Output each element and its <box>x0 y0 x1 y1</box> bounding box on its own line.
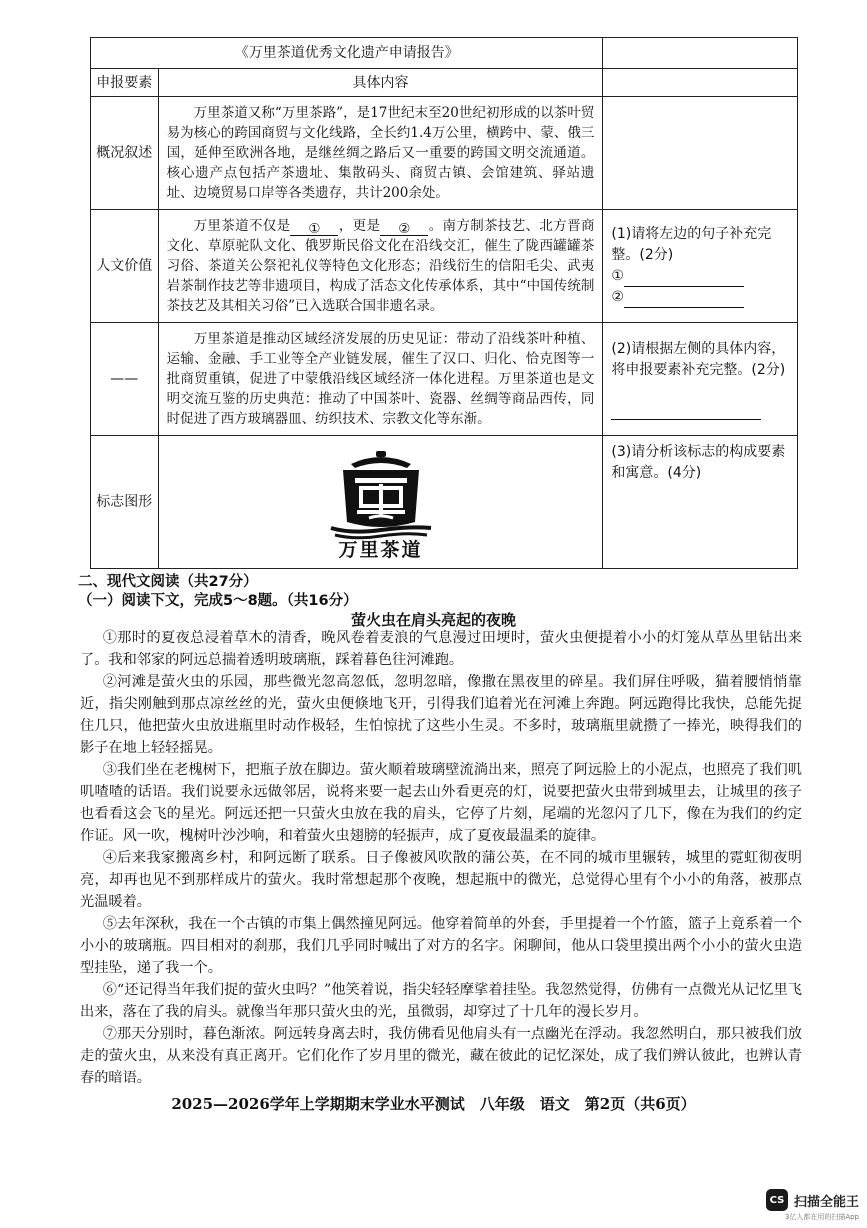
logo-cell <box>158 436 603 569</box>
answer-line-1[interactable]: ① <box>611 266 789 287</box>
blank-2: ② <box>380 219 428 236</box>
cultural-value-content <box>158 210 603 323</box>
logo-caption: 万里茶道 <box>338 539 423 561</box>
sub-heading: （一）阅读下文，完成5～8题。（共16分） <box>78 593 358 609</box>
question-2-text: (2)请根据左侧的具体内容，将申报要素补充完整。(2分) <box>611 340 786 378</box>
camscanner-logo-icon: CS <box>766 1189 788 1211</box>
tea-road-logo-icon <box>321 448 441 540</box>
row-label: 人文价值 <box>91 210 159 323</box>
paragraph: ①那时的夏夜总浸着草木的清香，晚风卷着麦浪的气息漫过田埂时，萤火虫便提着小小的灯笼从草丛里钻出来了。我和邻家的阿远总揣着透明玻璃瓶，踩着暮色往河滩跑。 <box>80 630 802 668</box>
header-content: 具体内容 <box>158 69 603 97</box>
text-fragment: ，更是 <box>338 218 381 234</box>
empty-cell <box>603 38 798 69</box>
blank-1: ① <box>290 219 338 236</box>
report-title: 《万里茶道优秀文化遗产申请报告》 <box>91 38 603 69</box>
paragraph: ④后来我家搬离乡村，和阿远断了联系。日子像被风吹散的蒲公英，在不同的城市里辗转，城里的霓虹彻夜明亮，却再也见不到那样成片的萤火。我时常想起那个夜晚，想起瓶中的微光，总觉得心里有个小小的角落，被那点光温暖着。 <box>80 850 802 910</box>
paragraph: ⑤去年深秋，我在一个古镇的市集上偶然撞见阿远。他穿着简单的外套，手里提着一个竹篮，篮子上竟系着一个小小的玻璃瓶。四目相对的刹那，我们几乎同时喊出了对方的名字。闲聊间，他从口袋里摸出两个小小的萤火虫造型挂坠，递了我一个。 <box>80 916 802 976</box>
overview-text: 万里茶道又称“万里茶路”，是17世纪末至20世纪初形成的以茶叶贸易为核心的跨国商贸与文化线路，全长约1.4万公里，横跨中、蒙、俄三国，延伸至欧洲各地，是继丝绸之路后又一重要的跨国文明交流通道。核心遗产点包括产茶遗址、集散码头、商贸古镇、会馆建筑、驿站遗址、边境贸易口岸等各类遗存，共计200余处。 <box>166 105 595 201</box>
paragraph: ②河滩是萤火虫的乐园，那些微光忽高忽低，忽明忽暗，像撒在黑夜里的碎星。我们屏住呼吸，猫着腰悄悄靠近，指尖刚触到那点凉丝丝的光，萤火虫便倏地飞开，引得我们追着光在河滩上奔跑。阿远跑得比我快，总能先捉住几只，他把萤火虫放进瓶里时动作极轻，生怕惊扰了这些小生灵。不多时，玻璃瓶里就攒了一捧光，映得我们的影子在地上轻轻摇晃。 <box>80 674 802 756</box>
row-label: 标志图形 <box>91 436 159 569</box>
paragraph: ③我们坐在老槐树下，把瓶子放在脚边。萤火顺着玻璃壁流淌出来，照亮了阿远脸上的小泥点，也照亮了我们叽叽喳喳的话语。我们说要永远做邻居，说将来要一起去山外看更亮的灯，说要把萤火虫带到城里去，让城里的孩子也看看这会飞的星光。阿远还把一只萤火虫放在我的肩头，它停了片刻，尾端的光忽闪了几下，像在为我们的约定作证。风一吹，槐树叶沙沙响，和着萤火虫翅膀的轻振声，成了夏夜最温柔的旋律。 <box>80 762 802 844</box>
question-1 <box>603 210 798 323</box>
page-footer: 2025—2026学年上学期期末学业水平测试 八年级 语文 第2页（共6页） <box>171 1095 696 1113</box>
economic-content <box>158 323 603 436</box>
economic-text: 万里茶道是推动区域经济发展的历史见证：带动了沿线茶叶种植、运输、金融、手工业等全产业链发展，催生了汉口、归化、恰克图等一批商贸重镇，促进了中蒙俄沿线区域经济一体化进程。万里茶道也是文明交流互鉴的历史典范：推动了中国茶叶、瓷器、丝绸等商品西传，同时促进了西方玻璃器皿、纺织技术、宗教文化等东渐。 <box>166 331 595 427</box>
article-body <box>80 627 802 1089</box>
question-3-text: (3)请分析该标志的构成要素和寓意。(4分) <box>611 444 786 481</box>
question-3 <box>603 436 798 569</box>
answer-line[interactable] <box>611 399 789 420</box>
row-label-blank: —— <box>91 323 159 436</box>
paragraph: ⑦那天分别时，暮色渐浓。阿远转身离去时，我仿佛看见他肩头有一点幽光在浮动。我忽然明白，那只被我们放走的萤火虫，从来没有真正离开。它们化作了岁月里的微光，藏在彼此的记忆深处，成了我们辨认彼此，也辨认青春的暗语。 <box>80 1026 802 1086</box>
question-2 <box>603 323 798 436</box>
report-table <box>90 37 798 569</box>
empty-cell <box>603 97 798 210</box>
header-element: 申报要素 <box>91 69 159 97</box>
section-heading: 二、现代文阅读（共27分） <box>78 574 258 590</box>
text-fragment: 万里茶道不仅是 <box>193 218 291 234</box>
answer-line-2[interactable]: ② <box>611 287 789 308</box>
overview-content <box>158 97 603 210</box>
row-label: 概况叙述 <box>91 97 159 210</box>
watermark-name: 扫描全能王 <box>793 1194 859 1210</box>
watermark-sub: 3亿人都在用的扫描App <box>784 1213 859 1221</box>
empty-cell <box>603 69 798 97</box>
scanner-watermark <box>766 1189 859 1222</box>
question-1-text: (1)请将左边的句子补充完整。(2分) <box>611 226 772 263</box>
paragraph: ⑥“还记得当年我们捉的萤火虫吗？”他笑着说，指尖轻轻摩挲着挂坠。我忽然觉得，仿佛有一点微光从记忆里飞出来，落在了我的肩头。就像当年那只萤火虫的光，虽微弱，却穿过了十几年的漫长岁月。 <box>80 982 802 1020</box>
text-fragment: 。南方制茶技艺、北方晋商文化、草原驼队文化、俄罗斯民俗文化在沿线交汇，催生了陇西罐罐茶习俗、茶道关公祭祀礼仪等特色文化形态；沿线衍生的信阳毛尖、武夷岩茶制作技艺等非遗项目，构成了活态文化传承体系，其中“中国传统制茶技艺及其相关习俗”已入选联合国非遗名录。 <box>166 218 595 314</box>
article-title: 萤火虫在肩头亮起的夜晚 <box>350 611 516 629</box>
